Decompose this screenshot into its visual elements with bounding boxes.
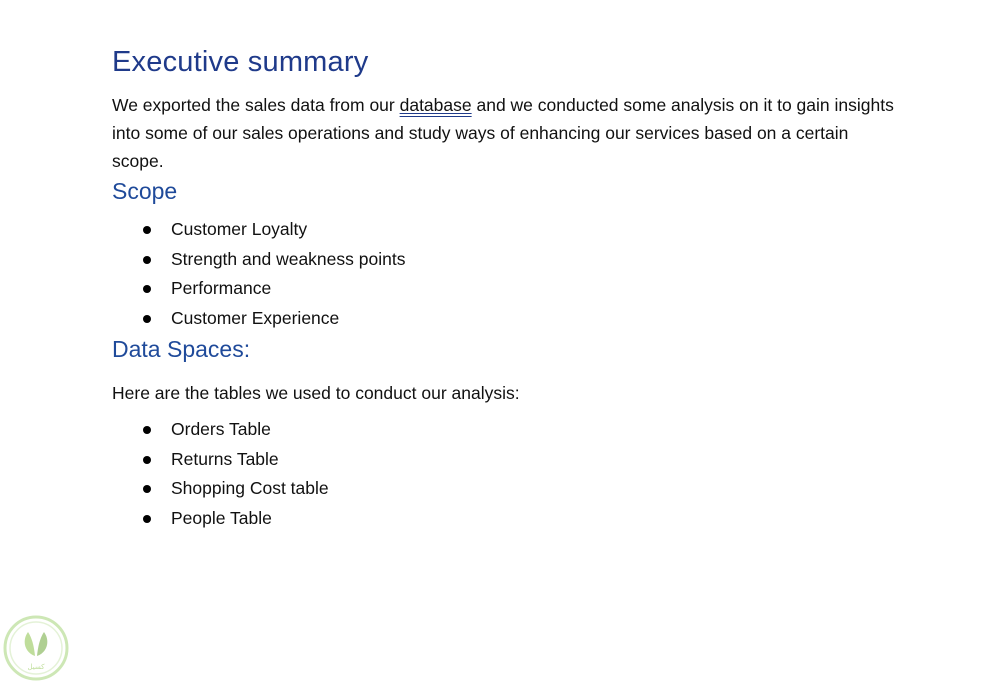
list-item-label: Shopping Cost table — [171, 478, 329, 498]
list-item-label: Strength and weakness points — [171, 248, 406, 269]
bullet-icon — [143, 485, 151, 493]
scope-heading: Scope — [112, 178, 178, 204]
bullet-icon — [143, 256, 151, 264]
data-spaces-intro: Here are the tables we used to conduct our analysis: — [112, 383, 520, 403]
document-content — [112, 40, 902, 533]
bullet-icon — [143, 456, 151, 464]
data-spaces-heading: Data Spaces: — [112, 336, 251, 362]
list-item — [112, 474, 902, 504]
list-item-label: People Table — [171, 507, 272, 528]
list-item — [112, 274, 902, 304]
list-item — [112, 215, 902, 245]
bullet-icon — [143, 315, 151, 323]
list-item — [112, 445, 902, 475]
list-item-label: Customer Loyalty — [171, 219, 308, 239]
list-item-label: Customer Experience — [171, 307, 340, 328]
list-item — [112, 415, 902, 445]
summary-text-start: We exported the sales data from our — [112, 95, 400, 115]
bullet-icon — [143, 426, 151, 434]
list-item-label: Performance — [171, 278, 272, 298]
tables-list — [112, 415, 902, 533]
list-item-label: Returns Table — [171, 448, 279, 469]
scope-list — [112, 215, 902, 333]
bullet-icon — [143, 226, 151, 234]
document-title: Executive summary — [112, 46, 369, 78]
bullet-icon — [143, 515, 151, 523]
watermark-text: كسيل — [27, 663, 45, 671]
bullet-icon — [143, 285, 151, 293]
database-link[interactable]: database — [399, 95, 472, 115]
list-item — [112, 504, 902, 534]
summary-paragraph — [112, 91, 902, 175]
list-item — [112, 245, 902, 275]
list-item-label: Orders Table — [171, 419, 271, 439]
list-item — [112, 304, 902, 334]
summary-text-end: and we conducted some analysis on it to gain insights into some of our sales operations and study ways of enhancing our services based on a certain scope. — [112, 95, 894, 171]
leaf-logo-icon — [2, 614, 70, 682]
